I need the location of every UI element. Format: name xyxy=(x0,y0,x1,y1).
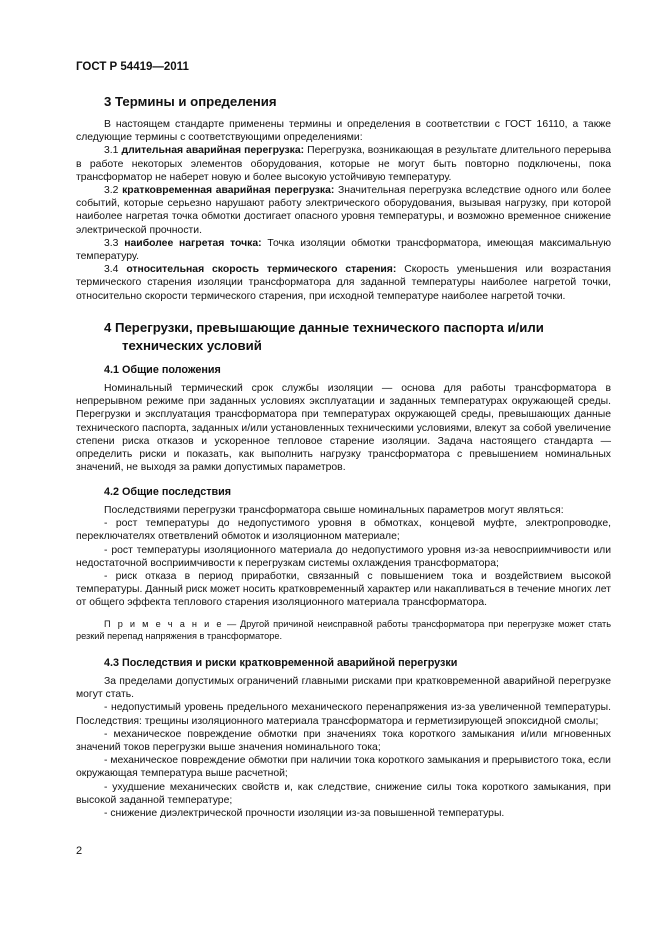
subsection-4-2-intro: Последствиями перегрузки трансформатора свыше номинальных параметров могут являться: xyxy=(104,505,564,516)
term-3-2-name: кратковременная аварийная перегрузка: xyxy=(122,185,335,197)
term-3-4-number: 3.4 xyxy=(104,264,119,276)
term-3-4 xyxy=(76,263,611,303)
section-4-title-line-1: 4 Перегрузки, превышающие данные технического паспорта и/или xyxy=(104,320,544,335)
standard-header: ГОСТ Р 54419—2011 xyxy=(76,61,189,73)
note-label: П р и м е ч а н и е xyxy=(104,619,224,629)
subsection-4-3-title: 4.3 Последствия и риски кратковременной аварийной перегрузки xyxy=(104,657,458,669)
section-3-title: 3 Термины и определения xyxy=(104,94,277,109)
risk-item-1: - недопустимый уровень предельного механического перенапряжения из-за увеличенной температуры. Последствия: трещины изоляционного материала трансформатора и герметизирующей эпоксидной смолы; xyxy=(76,702,611,727)
term-3-2 xyxy=(76,184,611,237)
term-3-3-number: 3.3 xyxy=(104,237,119,249)
consequence-item-2: - рост температуры изоляционного материала до недопустимого уровня из-за невосприимчивости или недостаточной восприимчивости к перегрузкам системы охлаждения трансформатора; xyxy=(76,544,611,569)
risk-item-4: - ухудшение механических свойств и, как следствие, снижение силы тока короткого замыкания, при высокой заданной температуре; xyxy=(76,781,611,806)
section-3-body xyxy=(76,118,611,303)
term-3-1 xyxy=(76,144,611,184)
term-3-4-name: относительная скорость термического старения: xyxy=(126,264,397,276)
consequence-item-3: - риск отказа в период приработки, связанный с повышением тока и воздействием высокой температуры. Данный риск может носить кратковременный характер или накапливаться в течение многих лет от общего эффекта теплового старения изоляционного материала трансформатора. xyxy=(76,571,611,609)
subsection-4-1-paragraph: Номинальный термический срок службы изоляции — основа для работы трансформатора в непрерывном режиме при заданных условиях эксплуатации и заданных температурах окружающей среды. Перегрузки и эксплуатация трансформатора при температурах окружающей среды, превышающих данные технического паспорта, заданных и/или установленных техническими условиями, влекут за собой увеличение степени риска отказов и ускоренное тепловое старение изоляции. Задача настоящего стандарта — определить риски и показать, как выполнить нагрузку трансформатора с превышением номинальных значений, не выходя за рамки допустимых параметров. xyxy=(76,383,611,474)
term-3-2-number: 3.2 xyxy=(104,185,119,197)
subsection-4-1-body xyxy=(76,382,611,474)
term-3-3-definition: Точка изоляции обмотки трансформатора, имеющая максимальную температуру. xyxy=(76,237,612,263)
subsection-4-3-body xyxy=(76,675,611,820)
risk-item-2: - механическое повреждение обмотки при значениях тока короткого замыкания и/или мгновенных значений токов перегрузки выше значения номинального тока; xyxy=(76,728,611,754)
risk-item-3: - механическое повреждение обмотки при наличии тока короткого замыкания и прерывистого тока, если окружающая температура выше расчетной; xyxy=(76,755,611,780)
term-3-4-definition: Скорость уменьшения или возрастания термического старения изоляции трансформатора для заданной температуры наиболее нагретой точки, относительно скорости термического старения, при исходной температуре наиболее нагретой точки. xyxy=(76,264,612,302)
section-3-intro: В настоящем стандарте применены термины и определения в соответствии с ГОСТ 16110, а также следующие термины с соответствующими определениями: xyxy=(76,119,611,144)
subsection-4-2-body xyxy=(76,504,611,610)
term-3-1-name: длительная аварийная перегрузка: xyxy=(121,145,305,157)
subsection-4-3-intro: За пределами допустимых ограничений главными рисками при кратковременной аварийной перегрузке могут стать. xyxy=(76,676,611,701)
note-block xyxy=(76,618,611,642)
term-3-3-name: наиболее нагретая точка: xyxy=(124,237,262,249)
section-4-title xyxy=(104,319,584,355)
subsection-4-1-title: 4.1 Общие положения xyxy=(104,364,221,376)
consequence-item-1: - рост температуры до недопустимого уровня в обмотках, концевой муфте, электропроводке, переключателях ответвлений обмоток и изоляционном материале; xyxy=(76,518,611,543)
page-number: 2 xyxy=(76,845,83,857)
subsection-4-2-title: 4.2 Общие последствия xyxy=(104,486,232,498)
note-text: — Другой причиной неисправной работы трансформатора при перегрузке может стать резкий перепад напряжения в трансформаторе. xyxy=(76,619,611,641)
term-3-1-definition: Перегрузка, возникающая в результате длительного перерыва в работе некоторых элементов оборудования, которые не могут быть повторно подключены, пока трансформатор не наберет новую и более высокую устойчивую температуру. xyxy=(76,145,612,183)
term-3-3 xyxy=(76,237,611,263)
term-3-1-number: 3.1 xyxy=(104,145,119,157)
term-3-2-definition: Значительная перегрузка вследствие одного или более событий, которые серьезно нарушают работу электрического оборудования, вызывая нагрузку, при которой наиболее нагретая точка обмотки достигает опасного уровня температуры, и возможно временное снижение электрической прочности. xyxy=(76,185,611,236)
risk-item-5: - снижение диэлектрической прочности изоляции из-за повышенной температуры. xyxy=(104,808,505,820)
section-4-title-line-2: технических условий xyxy=(122,338,262,353)
note-paragraph xyxy=(76,618,611,642)
